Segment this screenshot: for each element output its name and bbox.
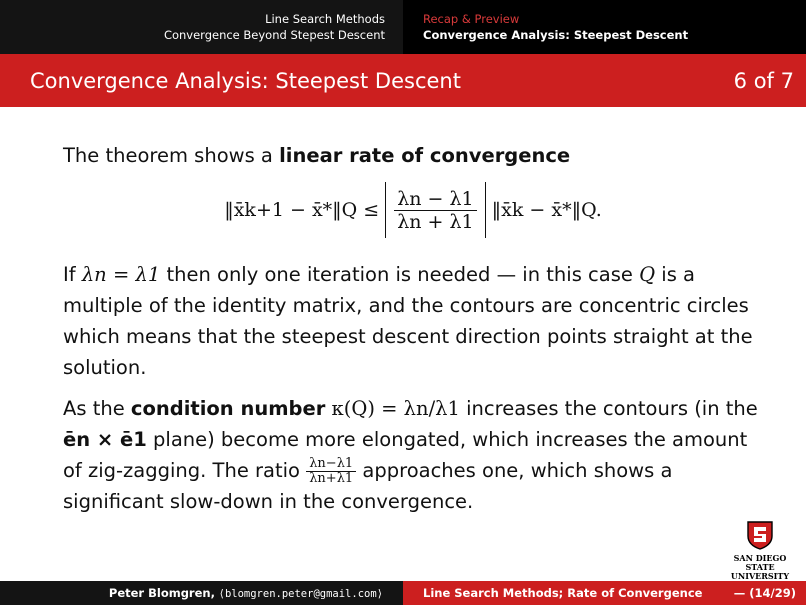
p3-text-d: approaches one, which shows a significant slow-down in the convergence. — [63, 459, 673, 513]
p3-frac-den: λn+λ1 — [306, 471, 356, 486]
footer-title-block — [403, 581, 806, 605]
p2-q: Q — [639, 263, 656, 286]
intro-bold: linear rate of convergence — [279, 144, 571, 167]
logo-line-2: UNIVERSITY — [730, 571, 790, 581]
footer-short-title: Line Search Methods; Rate of Convergence — [423, 586, 703, 600]
eq-denominator: λn + λ1 — [394, 210, 476, 233]
eq-fraction — [394, 188, 476, 233]
frame-title: Convergence Analysis: Steepest Descent — [30, 68, 461, 93]
p2-math: λn = λ1 — [81, 263, 161, 286]
footer-author — [0, 581, 403, 605]
p3-text-a: As the — [63, 397, 131, 420]
eq-lhs: ‖x̄k+1 − x̄*‖Q ≤ — [224, 198, 380, 221]
intro-paragraph — [63, 140, 763, 171]
subsection-link-convergence-analysis[interactable]: Convergence Analysis: Steepest Descent — [423, 28, 689, 42]
eq-absolute-ratio — [385, 182, 485, 238]
footer — [0, 581, 806, 605]
subsection-nav — [403, 0, 806, 54]
logo-line-1: SAN DIEGO STATE — [733, 553, 787, 572]
p3-text-b: increases the contours (in the — [459, 397, 758, 420]
p3-math: κ(Q) = λn/λ1 — [325, 397, 460, 420]
footer-page-number: — (14/29) — [733, 586, 796, 600]
intro-text: The theorem shows a — [63, 144, 280, 167]
footer-author-name: Peter Blomgren, — [108, 586, 215, 600]
shield-icon — [746, 520, 774, 550]
eq-rhs: ‖x̄k − x̄*‖Q. — [491, 198, 602, 221]
footer-email: ⟨blomgren.peter@gmail.com⟩ — [218, 588, 383, 600]
p2-text-b: then only one iteration is needed — in this case — [160, 263, 640, 286]
paragraph-equal-eigenvalues — [63, 259, 763, 383]
convergence-inequality — [63, 175, 763, 245]
frame-counter: 6 of 7 — [733, 68, 794, 93]
p3-bold: condition number — [130, 397, 326, 420]
p2-text-c: is a multiple of the identity matrix, and the contours are concentric circles which means that the steepest descent direction points straight at the solution. — [63, 263, 753, 379]
paragraph-condition-number — [63, 393, 763, 517]
university-logo — [720, 520, 800, 581]
section-link-line-search[interactable]: Line Search Methods — [265, 12, 385, 26]
p3-plane: ēn × ē1 — [63, 428, 147, 451]
eq-numerator: λn − λ1 — [397, 187, 474, 210]
p3-frac-num: λn−λ1 — [309, 456, 354, 471]
frame-title-bar — [0, 54, 806, 107]
p3-text-c: plane) become more elongated, which increases the amount of zig-zagging. The ratio — [63, 428, 748, 482]
section-nav — [0, 0, 403, 54]
section-link-convergence-beyond[interactable]: Convergence Beyond Stepest Descent — [163, 28, 385, 42]
slide-content — [63, 140, 763, 517]
subsection-link-recap[interactable]: Recap & Preview — [423, 12, 520, 26]
p2-text-a: If — [63, 263, 82, 286]
top-navigation — [0, 0, 806, 54]
p3-ratio-fraction — [306, 457, 356, 486]
